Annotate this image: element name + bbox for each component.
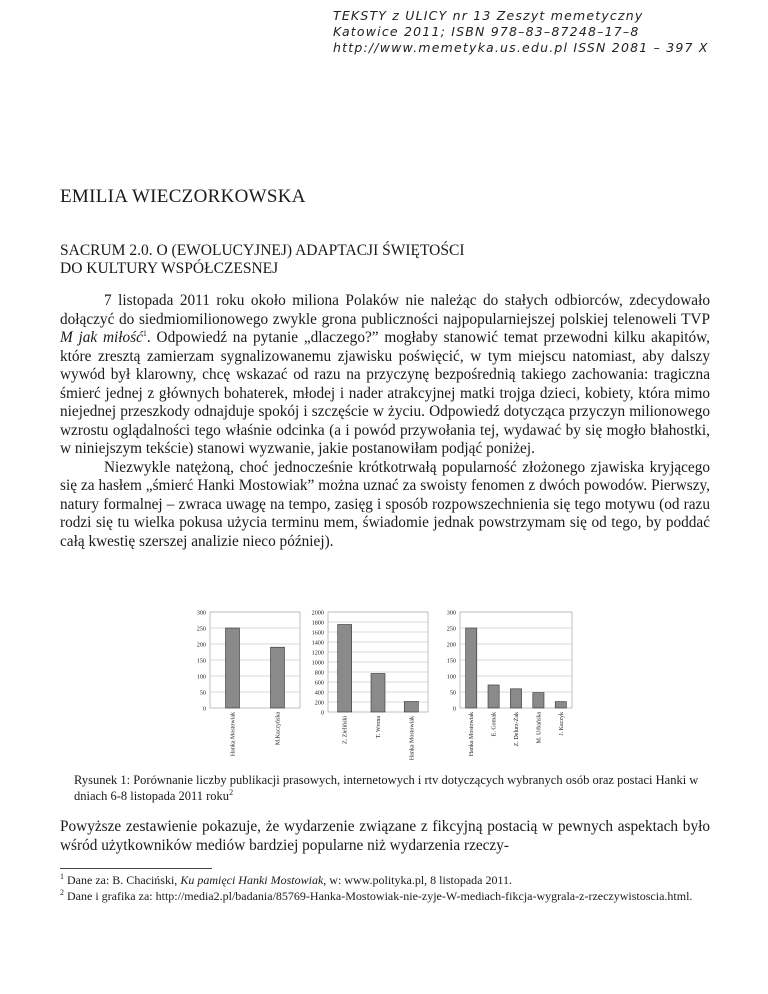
figure-1 <box>186 606 586 764</box>
chart-1-tick-label-4: 200 <box>196 641 206 649</box>
footnote-2 <box>60 889 710 905</box>
journal-header <box>333 8 733 56</box>
series-title: M jak miłość <box>60 329 143 346</box>
chart-2-tick-label-3: 600 <box>314 679 324 687</box>
paragraph-1-part-a: 7 listopada 2011 roku około miliona Polaków nie należąc do stałych odbiorców, zdecydowało dołączyć do siedmiomilionowego zwykle grona publiczności najpopularniejszej polskiej telenoweli TVP <box>60 292 710 328</box>
article-body <box>60 292 710 551</box>
chart-1-tick-label-5: 250 <box>196 625 206 633</box>
header-line-1: TEKSTY z ULICY nr 13 Zeszyt memetyczny <box>333 8 644 23</box>
paragraph-3: Powyższe zestawienie pokazuje, że wydarzenie związane z fikcyjną postacią w pewnych aspektach było wśród użytkowników mediów bardziej popularne niż wydarzenia rzeczy- <box>60 818 710 854</box>
chart-2-tick-label-5: 1000 <box>311 659 324 667</box>
chart-3-category-label-1: Hanka Mostowiak <box>469 712 476 757</box>
header-line-3: http://www.memetyka.us.edu.pl ISSN 2081 – 397 X <box>333 40 709 55</box>
chart-1-tick-label-6: 300 <box>196 609 206 617</box>
chart-3-bar-1 <box>466 628 477 708</box>
chart-2-bar-3 <box>404 702 418 713</box>
chart-3-tick-label-2: 100 <box>446 673 456 681</box>
chart-2-tick-label-10: 2000 <box>311 609 324 617</box>
paragraph-2: Niezwykle natężoną, choć jednocześnie krótkotrwałą popularność złożonego zjawiska kryjącego się za hasłem „śmierć Hanki Mostowiak” można uznać za swoisty fenomen z dwóch powodów. Pierwszy, natury formalnej – zwraca uwagę na tempo, zasięg i sposób rozpowszechnienia się tego motywu (od razu rodzi się tu wielka pokusa użycia terminu mem, świadomie jednak powstrzymam się od tego, by poddać całą kwestię szerszej analizie nieco później). <box>60 458 710 550</box>
footnote-1-pre: Dane za: B. Chaciński, <box>67 873 181 887</box>
chart-2-tick-label-8: 1600 <box>311 629 324 637</box>
chart-3-tick-label-1: 50 <box>449 689 456 697</box>
chart-2-tick-label-2: 400 <box>314 689 324 697</box>
chart-1-category-label-1: Hanka Mostowiak <box>230 712 237 757</box>
chart-2-tick-label-7: 1400 <box>311 639 324 647</box>
footnote-1-title: Ku pamięci Hanki Mostowiak <box>180 873 324 887</box>
title-line-1: SACRUM 2.0. O (EWOLUCYJNEJ) ADAPTACJI ŚWIĘTOŚCI <box>60 242 465 259</box>
header-line-2: Katowice 2011; ISBN 978–83–87248–17–8 <box>333 24 640 39</box>
author-name: EMILIA WIECZORKOWSKA <box>60 186 306 207</box>
bar-charts <box>186 606 586 764</box>
chart-2-category-label-1: Z. Zieliński <box>342 716 349 744</box>
chart-3-category-label-5: J. Kaczyk <box>558 712 565 736</box>
chart-2-tick-label-0: 0 <box>320 709 324 717</box>
chart-3-tick-label-0: 0 <box>452 705 456 713</box>
chart-3-tick-label-3: 150 <box>446 657 456 665</box>
footnote-divider <box>60 868 212 869</box>
chart-3-tick-label-6: 300 <box>446 609 456 617</box>
footnote-ref-2[interactable]: 2 <box>229 787 234 797</box>
article-title <box>60 242 710 278</box>
footnote-1-number: 1 <box>60 872 64 881</box>
chart-1-tick-label-2: 100 <box>196 673 206 681</box>
footnote-ref-1[interactable]: 1 <box>142 328 147 338</box>
footnote-1 <box>60 873 710 889</box>
chart-1-bar-1 <box>226 628 240 708</box>
chart-3-bar-3 <box>510 689 521 708</box>
chart-3-bar-4 <box>533 693 544 708</box>
chart-2-category-label-3: Hanka Mostowiak <box>409 716 416 761</box>
footnote-1-post: , w: www.polityka.pl, 8 listopada 2011. <box>323 873 513 887</box>
chart-2-tick-label-6: 1200 <box>311 649 324 657</box>
chart-3-tick-label-4: 200 <box>446 641 456 649</box>
chart-3-tick-label-5: 250 <box>446 625 456 633</box>
chart-1-bar-2 <box>271 647 285 708</box>
chart-2-bar-1 <box>338 625 352 713</box>
paragraph-1 <box>60 292 710 459</box>
chart-2-tick-label-4: 800 <box>314 669 324 677</box>
footnote-2-number: 2 <box>60 887 64 897</box>
chart-3-bar-2 <box>488 685 499 708</box>
chart-3-category-label-4: M. Urbańska <box>536 712 543 744</box>
footnotes <box>60 873 710 904</box>
chart-1-tick-label-1: 50 <box>199 689 206 697</box>
chart-1-tick-label-0: 0 <box>202 705 206 713</box>
paragraph-1-part-b: . Odpowiedź na pytanie „dlaczego?” mogłaby stanowić temat przewodni kilku akapitów, które zresztą zamierzam sygnalizowanemu zjawisku poświęcić, w tym miejscu natomiast, aby dalszy wywód był klarowny, chcę wskazać od razu na przyczynę bezpośrednią takiego zachowania: tragiczna śmierć jednej z głównych bohaterek, młodej i nader atrakcyjnej matki trojga dzieci, kobiety, która mimo niejednej przeszkody odnajduje spokój i szczęście w życiu. Odpowiedź dotycząca przyczyn milionowego wzrostu oglądalności tego właśnie odcinka (a i powód przywołania tej, wydawać by się mogło błahostki, w niniejszym tekście) stanowi wyzwanie, jakie postanowiłam podjąć poniżej. <box>60 329 710 457</box>
footnote-2-text[interactable]: Dane i grafika za: http://media2.pl/badania/85769-Hanka-Mostowiak-nie-zyje-W-mediach-fikcja-wygrala-z-rzeczywistoscia.html. <box>67 888 693 903</box>
chart-3-bar-5 <box>555 702 566 708</box>
chart-2-tick-label-1: 200 <box>314 699 324 707</box>
chart-1-category-label-2: M.Kaczyńska <box>275 712 282 746</box>
chart-2-tick-label-9: 1800 <box>311 619 324 627</box>
chart-2-bar-2 <box>371 674 385 713</box>
caption-text: Rysunek 1: Porównanie liczby publikacji prasowych, internetowych i rtv dotyczących wybranych osób oraz postaci Hanki w dniach 6-8 listopada 2011 roku <box>74 773 699 803</box>
title-line-2: DO KULTURY WSPÓŁCZESNEJ <box>60 260 279 277</box>
chart-1-tick-label-3: 150 <box>196 657 206 665</box>
figure-caption <box>74 772 714 804</box>
chart-3-category-label-2: E. Gomak <box>491 712 498 737</box>
chart-3-category-label-3: Z. Delurz-Żak <box>514 712 520 747</box>
chart-2-category-label-2: T. Wrona <box>376 716 382 739</box>
